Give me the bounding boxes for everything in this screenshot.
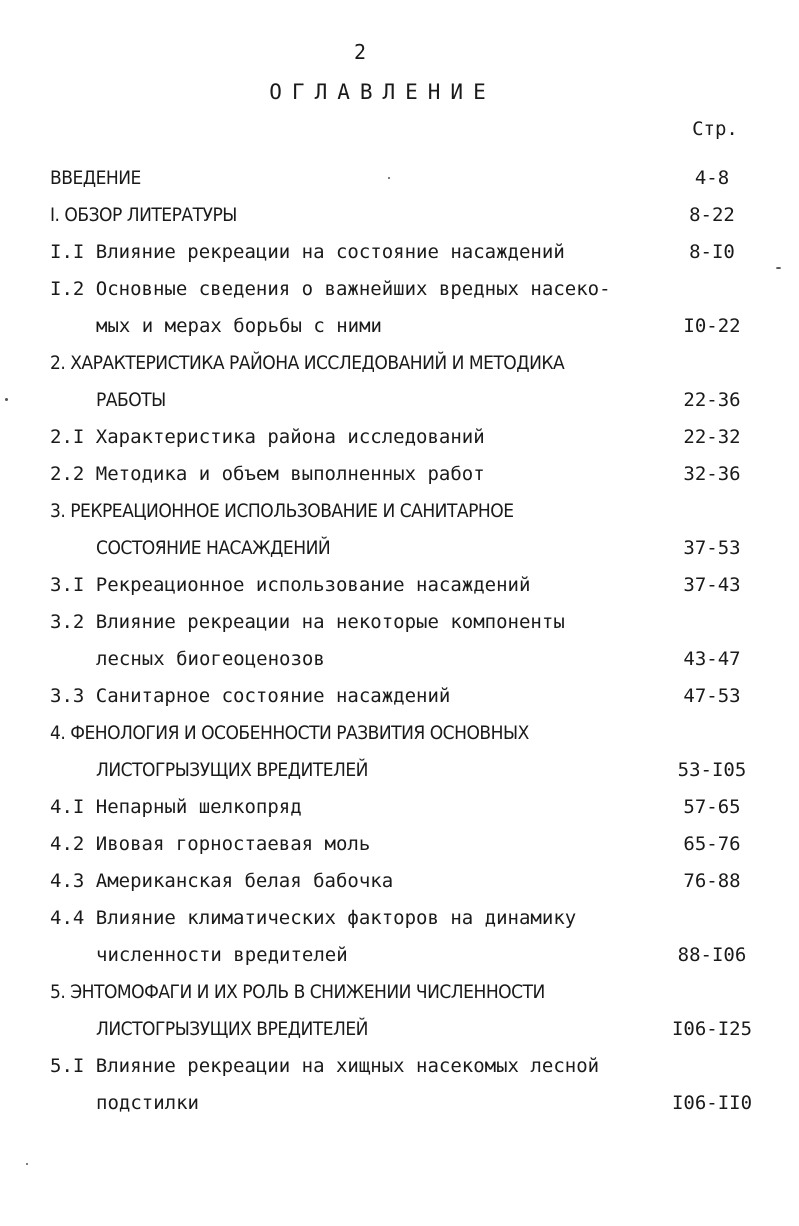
toc-entry-text: ЛИСТОГРЫЗУЩИХ ВРЕДИТЕЛЕЙ bbox=[96, 1018, 368, 1040]
toc-entry-text: 4. ФЕНОЛОГИЯ И ОСОБЕННОСТИ РАЗВИТИЯ ОСНОВНЫХ bbox=[50, 722, 529, 744]
toc-entry-text: ВВЕДЕНИЕ bbox=[50, 167, 141, 189]
scan-speck bbox=[26, 1163, 28, 1165]
toc-entry-page: 22-36 bbox=[683, 389, 741, 411]
toc-entry-text: 3.2 Влияние рекреации на некоторые компоненты bbox=[50, 611, 565, 633]
toc-line bbox=[50, 308, 762, 345]
toc-entry-page: 37-43 bbox=[683, 574, 741, 596]
toc-entry-page: 8-I0 bbox=[689, 241, 735, 263]
toc-line bbox=[50, 1011, 762, 1048]
toc-line bbox=[50, 789, 762, 826]
toc-line bbox=[50, 715, 762, 752]
toc-entry-page: 47-53 bbox=[683, 685, 741, 707]
toc-title: ОГЛАВЛЕНИЕ bbox=[269, 80, 496, 104]
scan-speck bbox=[776, 267, 781, 269]
toc-entry-text: 5. ЭНТОМОФАГИ И ИХ РОЛЬ В СНИЖЕНИИ ЧИСЛЕННОСТИ bbox=[50, 981, 545, 1003]
toc-entry-page: 43-47 bbox=[683, 648, 741, 670]
toc-line bbox=[50, 604, 762, 641]
scan-speck bbox=[5, 398, 8, 401]
toc-entry-text: мых и мерах борьбы с ними bbox=[96, 315, 382, 337]
toc-line bbox=[50, 567, 762, 604]
toc-line bbox=[50, 826, 762, 863]
toc-entry-page: 76-88 bbox=[683, 870, 741, 892]
toc-entry-text: 2.I Характеристика района исследований bbox=[50, 426, 485, 448]
toc-entry-text: I.2 Основные сведения о важнейших вредных насеко- bbox=[50, 278, 611, 300]
toc-line bbox=[50, 678, 762, 715]
toc-entry-page: 32-36 bbox=[683, 463, 741, 485]
toc-entry-text: 2.2 Методика и объем выполненных работ bbox=[50, 463, 485, 485]
toc-line bbox=[50, 900, 762, 937]
toc-line bbox=[50, 419, 762, 456]
toc-entry-text: СОСТОЯНИЕ НАСАЖДЕНИЙ bbox=[96, 537, 331, 559]
toc-entry-text: 3. РЕКРЕАЦИОННОЕ ИСПОЛЬЗОВАНИЕ И САНИТАРНОЕ bbox=[50, 500, 514, 522]
scan-speck bbox=[388, 177, 390, 179]
toc-line bbox=[50, 752, 762, 789]
toc-line bbox=[50, 641, 762, 678]
toc-entry-page: 37-53 bbox=[683, 537, 741, 559]
toc-entry-page: I06-II0 bbox=[671, 1092, 753, 1114]
toc-entry-page: 4-8 bbox=[694, 167, 730, 189]
toc-entry-page: I06-I25 bbox=[671, 1018, 753, 1040]
toc-entry-text: 4.4 Влияние климатических факторов на динамику bbox=[50, 907, 577, 929]
toc-line bbox=[50, 345, 762, 382]
toc-line bbox=[50, 530, 762, 567]
toc-entry-text: подстилки bbox=[96, 1092, 199, 1114]
toc-line bbox=[50, 1048, 762, 1085]
toc-line bbox=[50, 271, 762, 308]
toc-entry-page: I0-22 bbox=[683, 315, 741, 337]
toc-line bbox=[50, 382, 762, 419]
toc-entry-page: 22-32 bbox=[683, 426, 741, 448]
toc-line bbox=[50, 974, 762, 1011]
toc-line bbox=[50, 160, 762, 197]
toc-entry-text: 3.I Рекреационное использование насаждений bbox=[50, 574, 531, 596]
toc-entry-text: 5.I Влияние рекреации на хищных насекомых лесной bbox=[50, 1055, 600, 1077]
toc-entry-page: 88-I06 bbox=[677, 944, 747, 966]
toc-line bbox=[50, 234, 762, 271]
toc-entry-text: 2. ХАРАКТЕРИСТИКА РАЙОНА ИССЛЕДОВАНИЙ И МЕТОДИКА bbox=[50, 352, 565, 374]
toc-list bbox=[50, 160, 762, 1122]
toc-entry-page: 8-22 bbox=[689, 204, 735, 226]
toc-entry-text: численности вредителей bbox=[96, 944, 348, 966]
toc-line bbox=[50, 493, 762, 530]
toc-line bbox=[50, 456, 762, 493]
toc-entry-text: лесных биогеоценозов bbox=[96, 648, 325, 670]
toc-line bbox=[50, 197, 762, 234]
toc-line bbox=[50, 937, 762, 974]
page-column-header: Стр. bbox=[692, 118, 738, 140]
toc-entry-page: 65-76 bbox=[683, 833, 741, 855]
toc-entry-text: РАБОТЫ bbox=[96, 389, 166, 411]
toc-line bbox=[50, 1085, 762, 1122]
toc-entry-text: 3.3 Санитарное состояние насаждений bbox=[50, 685, 451, 707]
toc-entry-text: 4.I Непарный шелкопряд bbox=[50, 796, 302, 818]
toc-entry-page: 53-I05 bbox=[677, 759, 747, 781]
toc-entry-text: I.I Влияние рекреации на состояние насаждений bbox=[50, 241, 565, 263]
toc-line bbox=[50, 863, 762, 900]
page-number: 2 bbox=[353, 40, 367, 64]
toc-entry-text: I. ОБЗОР ЛИТЕРАТУРЫ bbox=[50, 204, 237, 226]
toc-entry-text: 4.2 Ивовая горностаевая моль bbox=[50, 833, 371, 855]
toc-entry-page: 57-65 bbox=[683, 796, 741, 818]
toc-entry-text: ЛИСТОГРЫЗУЩИХ ВРЕДИТЕЛЕЙ bbox=[96, 759, 368, 781]
toc-entry-text: 4.3 Американская белая бабочка bbox=[50, 870, 394, 892]
